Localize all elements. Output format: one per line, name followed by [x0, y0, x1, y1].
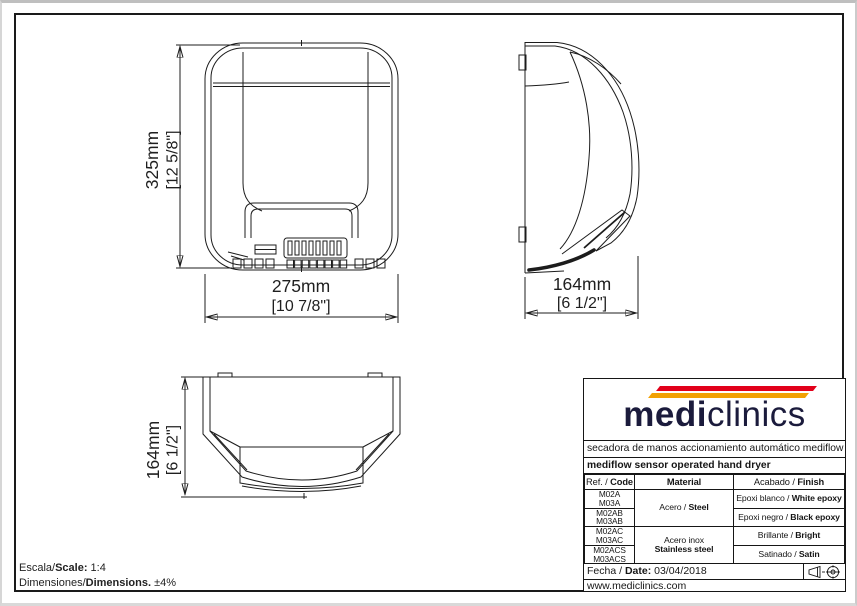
cell-material-steel: Acero / Steel — [635, 490, 734, 527]
logo-stripe-red-icon — [656, 386, 817, 391]
front-width-mm-label: 275mm — [271, 276, 331, 296]
cell-codes-1: M02A M03A — [585, 490, 635, 509]
spec-table-header-row — [585, 475, 845, 490]
table-row — [585, 490, 845, 509]
logo-wordmark-bold: medi — [623, 395, 707, 434]
mediclinics-logo — [584, 379, 845, 441]
cell-codes-3: M02AC M03AC — [585, 527, 635, 546]
website-row: www.mediclinics.com — [587, 580, 687, 593]
cell-finish-bright: Brillante / Bright — [734, 527, 845, 546]
product-subtitle-en: mediflow sensor operated hand dryer — [584, 458, 845, 474]
front-width-in-label: [10 7/8"] — [271, 298, 331, 315]
logo-wordmark-light: clinics — [706, 395, 806, 434]
cell-material-inox: Acero inox Stainless steel — [635, 527, 734, 564]
cell-finish-white: Epoxi blanco / White epoxy — [734, 490, 845, 509]
bottom-depth-mm-label: 164mm — [143, 420, 164, 480]
bottom-depth-in-label: [6 1/2"] — [164, 424, 182, 476]
side-depth-in-label: [6 1/2"] — [556, 295, 608, 312]
side-depth-mm-label: 164mm — [552, 274, 612, 294]
header-ref-code: Ref. / Code — [585, 475, 635, 490]
cell-finish-satin: Satinado / Satin — [734, 545, 845, 564]
scale-line: Escala/Scale: 1:4 — [19, 562, 106, 574]
title-block — [583, 378, 846, 592]
front-height-mm-label: 325mm — [142, 130, 163, 190]
logo-wordmark — [584, 395, 845, 435]
first-angle-projection-icon — [803, 564, 845, 579]
scale-note — [19, 561, 176, 591]
cell-codes-2: M02AB M03AB — [585, 508, 635, 527]
front-height-in-label: [12 5/8"] — [164, 130, 182, 190]
date-row: Fecha / Date: 03/04/2018 — [584, 564, 845, 580]
table-row — [585, 527, 845, 546]
header-material: Material — [635, 475, 734, 490]
tolerance-line: Dimensiones/Dimensions. ±4% — [19, 577, 177, 589]
header-finish: Acabado / Finish — [734, 475, 845, 490]
cell-finish-black: Epoxi negro / Black epoxy — [734, 508, 845, 527]
spec-table — [584, 474, 845, 564]
cell-codes-4: M02ACS M03ACS — [585, 545, 635, 564]
product-subtitle-es: secadora de manos accionamiento automático mediflow — [584, 441, 845, 458]
